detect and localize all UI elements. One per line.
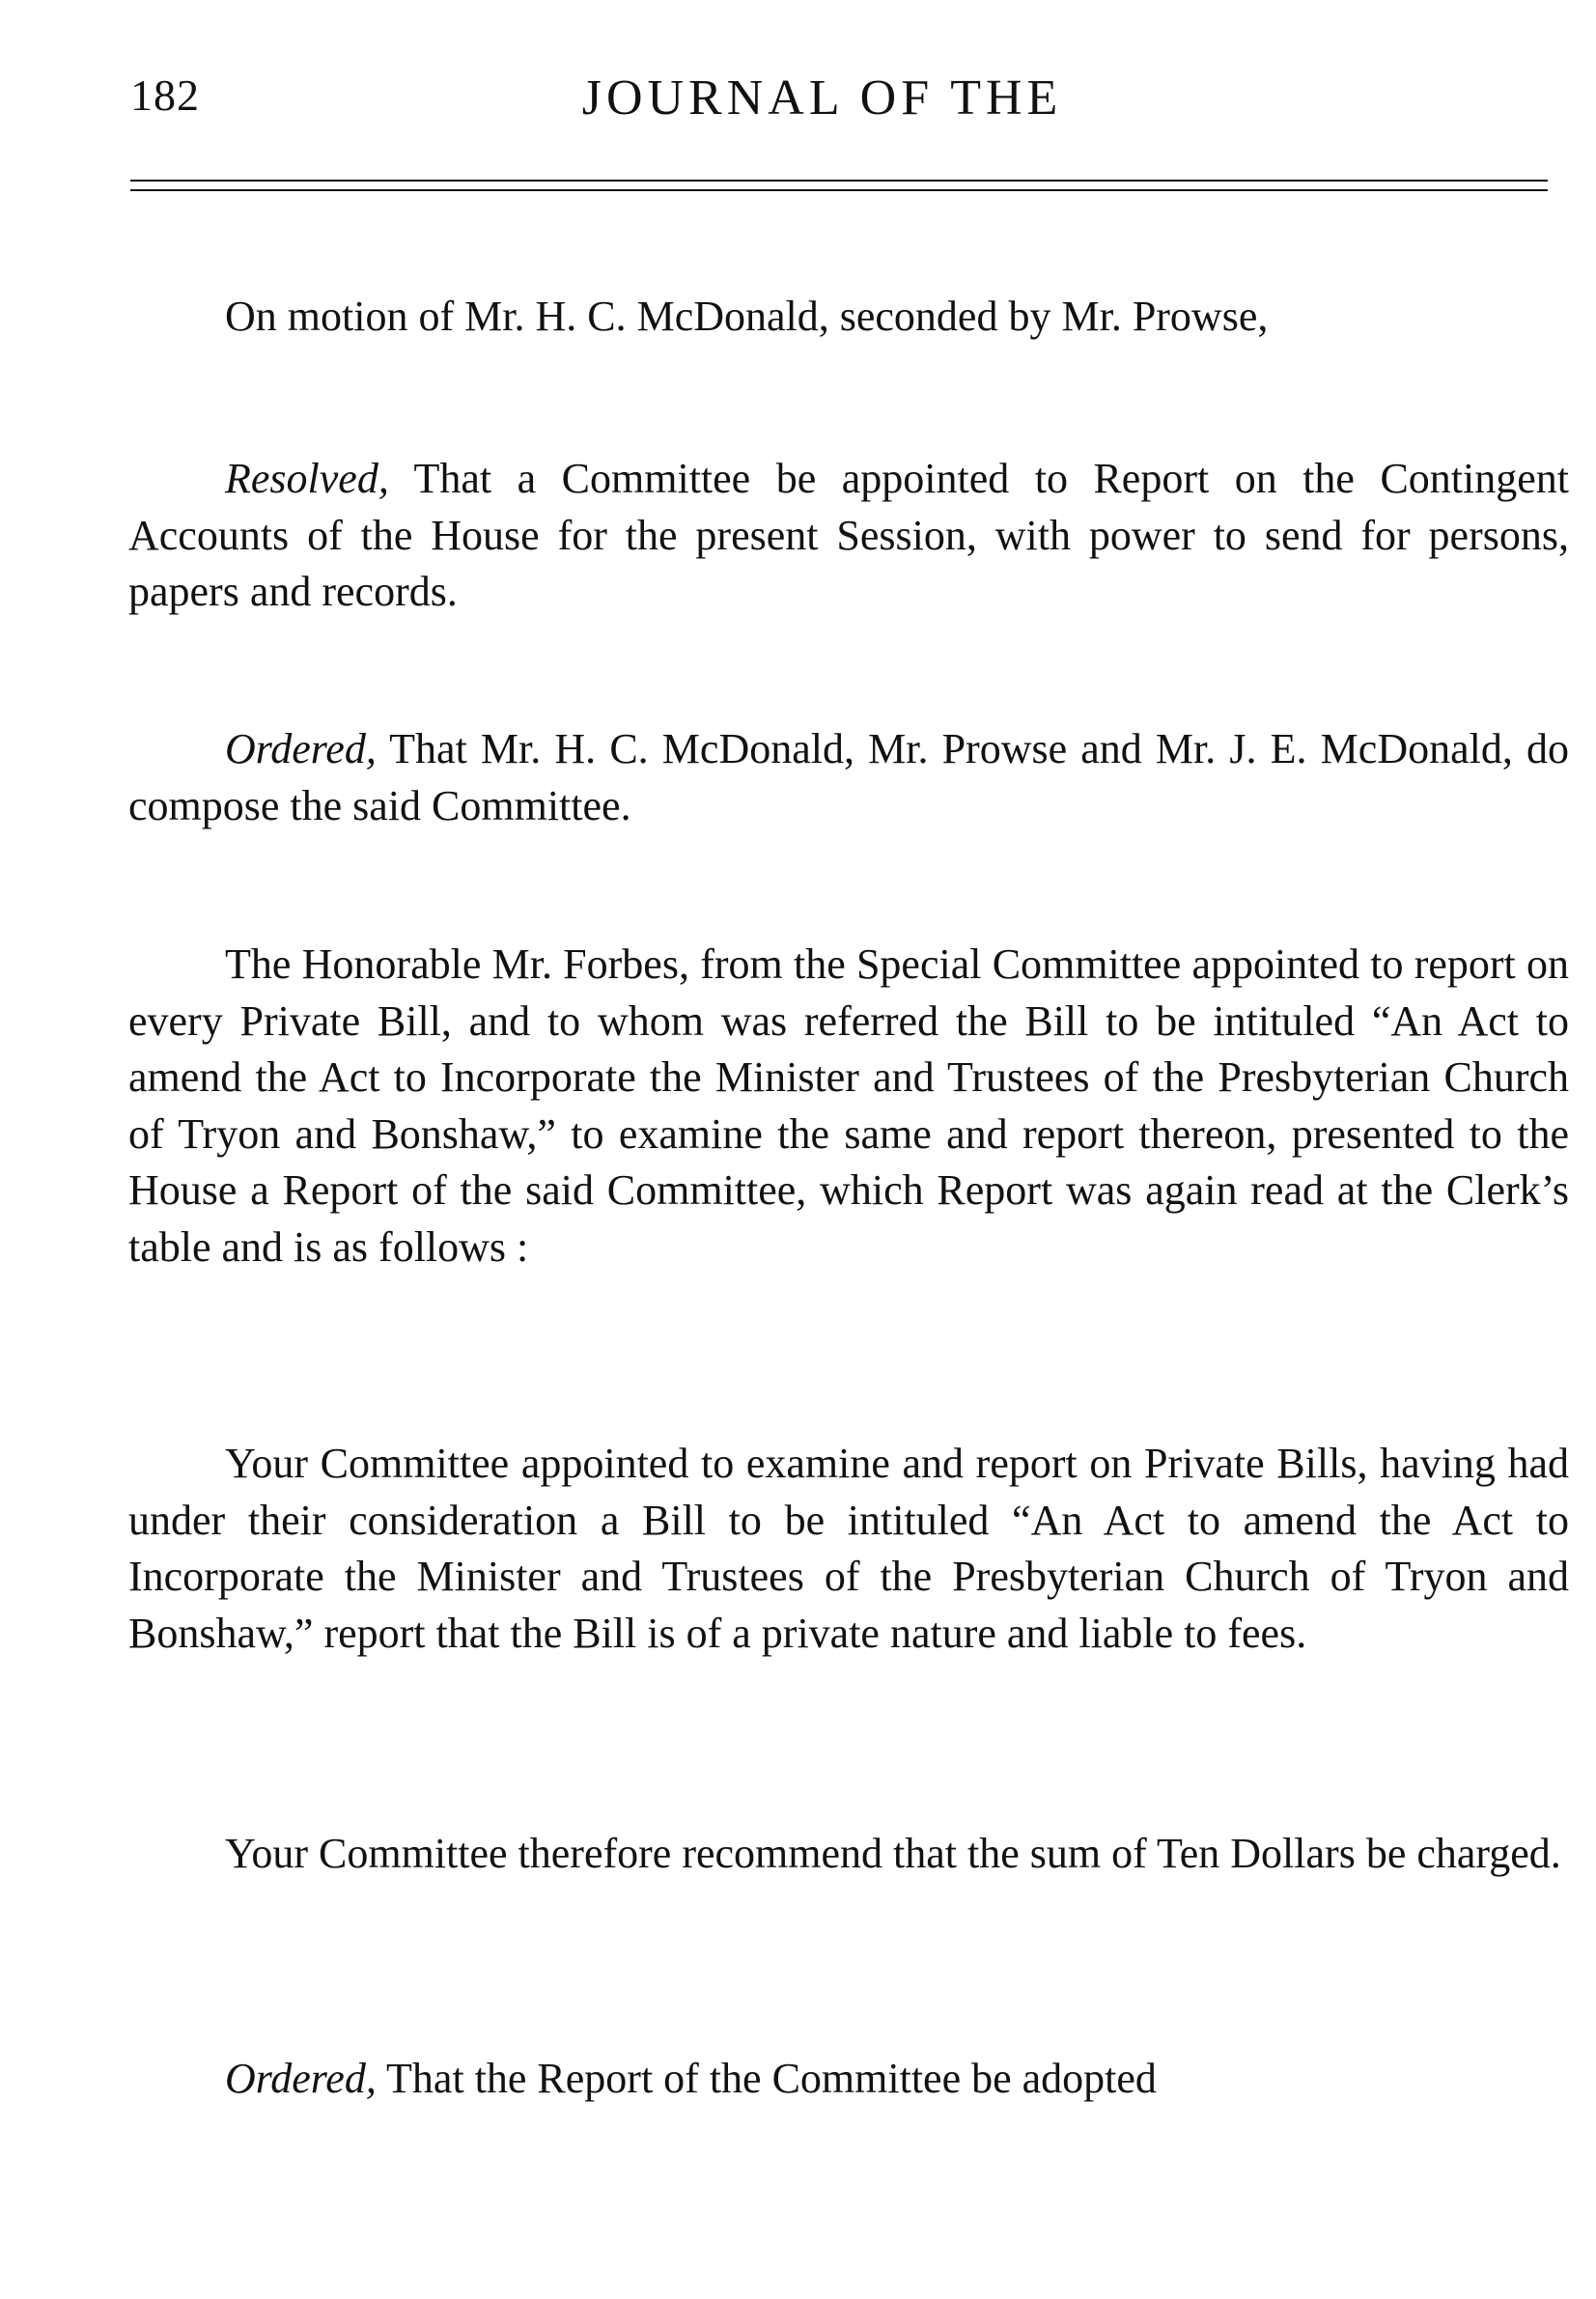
motion-paragraph: On motion of Mr. H. C. McDonald, seconded by Mr. Prowse, bbox=[225, 293, 1269, 340]
committee-order-text: That Mr. H. C. McDonald, Mr. Prowse and Mr. J. E. McDonald, do compose the said Committee. bbox=[128, 725, 1569, 829]
resolution-paragraph bbox=[128, 451, 1569, 621]
header-rule-bottom bbox=[130, 189, 1548, 191]
committee-order-paragraph bbox=[128, 721, 1569, 834]
resolved-lead: Resolved, bbox=[225, 455, 389, 502]
fee-recommendation-paragraph: Your Committee therefore recommend that the sum of Ten Dollars be charged. bbox=[225, 1830, 1561, 1877]
header-rule-top bbox=[130, 180, 1548, 182]
adoption-order-paragraph bbox=[128, 2051, 1569, 2108]
ordered-lead-final: Ordered, bbox=[225, 2055, 377, 2102]
adoption-order-text: That the Report of the Committee be adopted bbox=[376, 2055, 1157, 2102]
resolution-text: That a Committee be appointed to Report on the Contingent Accounts of the House for the present Session, with power to send for persons, papers and records. bbox=[128, 455, 1569, 615]
page-number: 182 bbox=[130, 70, 200, 120]
report-presentation-paragraph: The Honorable Mr. Forbes, from the Special Committee appointed to report on every Private Bill, and to whom was referred the Bill to be intituled “An Act to amend the Act to Incorporate the Minister and Trustees of the Presbyterian Church of Tryon and Bonshaw,” to examine the same and report thereon, presented to the House a Report of the said Committee, which Report was again read at the Clerk’s table and is as follows : bbox=[128, 940, 1569, 1271]
ordered-lead: Ordered, bbox=[225, 725, 377, 772]
running-title: JOURNAL OF THE bbox=[581, 70, 1063, 126]
committee-report-paragraph: Your Committee appointed to examine and report on Private Bills, having had under their consideration a Bill to be intituled “An Act to amend the Act to Incorporate the Minister and Trustees of the Presbyterian Church of Tryon and Bonshaw,” report that the Bill is of a private nature and liable to fees. bbox=[128, 1440, 1569, 1657]
